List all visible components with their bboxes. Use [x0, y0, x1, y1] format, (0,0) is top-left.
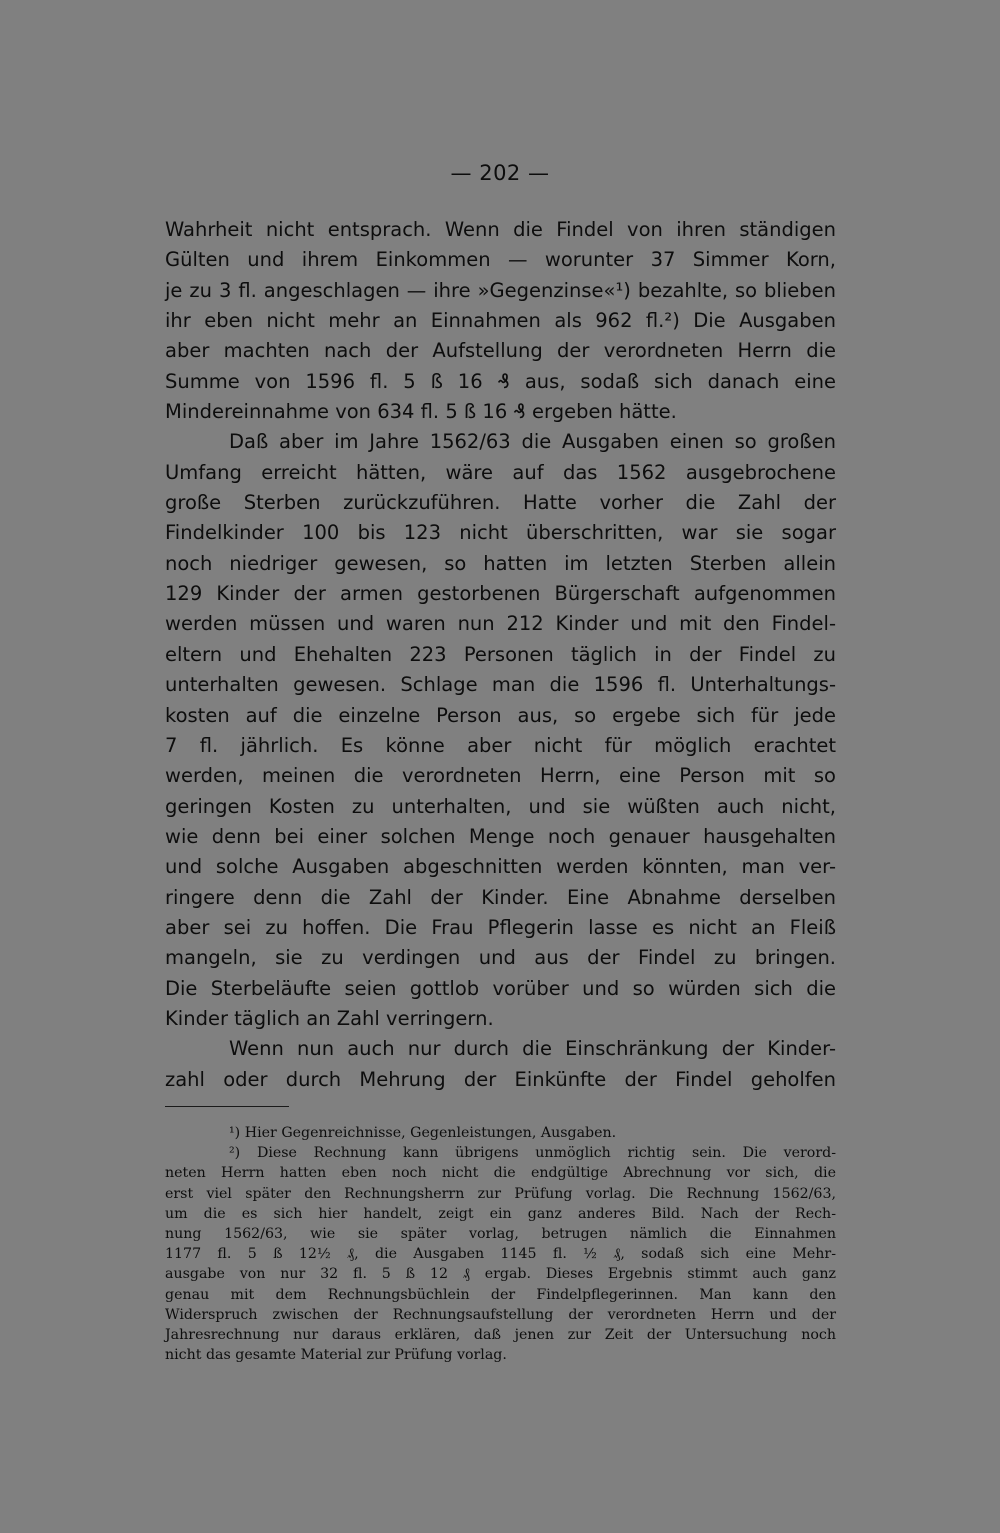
body-text	[165, 215, 836, 1095]
text-line: Gülten und ihrem Einkommen — worunter 37 Simmer Korn,	[165, 248, 836, 272]
text-line: Die Sterbeläufte seien gottlob vorüber und so würden sich die	[165, 976, 836, 1000]
text-line: Findelkinder 100 bis 123 nicht überschritten, war sie sogar	[165, 521, 836, 545]
text-line: mangeln, sie zu verdingen und aus der Findel zu bringen.	[165, 946, 836, 970]
footnotes	[165, 1123, 836, 1365]
text-line: kosten auf die einzelne Person aus, so ergebe sich für jede	[165, 703, 836, 727]
footnote-line: erst viel später den Rechnungsherrn zur Prüfung vorlag. Die Rechnung 1562/63,	[165, 1185, 836, 1202]
text-line: Kinder täglich an Zahl verringern.	[165, 1006, 494, 1030]
text-line: zahl oder durch Mehrung der Einkünfte der Findel geholfen	[165, 1067, 836, 1091]
text-line: und solche Ausgaben abgeschnitten werden könnten, man ver-	[165, 855, 836, 879]
footnote-line: um die es sich hier handelt, zeigt ein ganz anderes Bild. Nach der Rech-	[165, 1205, 836, 1222]
text-line: aber machten nach der Aufstellung der verordneten Herrn die	[165, 339, 836, 363]
text-line: große Sterben zurückzuführen. Hatte vorher die Zahl der	[165, 491, 836, 515]
text-line: 7 fl. jährlich. Es könne aber nicht für möglich erachtet	[165, 733, 836, 757]
text-line: werden müssen und waren nun 212 Kinder und mit den Findel-	[165, 612, 836, 636]
text-line: Umfang erreicht hätten, wäre auf das 1562 ausgebrochene	[165, 460, 836, 484]
text-line: werden, meinen die verordneten Herrn, eine Person mit so	[165, 764, 836, 788]
text-line: 129 Kinder der armen gestorbenen Bürgerschaft aufgenommen	[165, 582, 836, 606]
footnote-line: Widerspruch zwischen der Rechnungsaufstellung der verordneten Herrn und der	[165, 1306, 836, 1323]
text-line: unterhalten gewesen. Schlage man die 1596 fl. Unterhaltungs-	[165, 673, 836, 697]
footnote-line: Jahresrechnung nur daraus erklären, daß jenen zur Zeit der Untersuchung noch	[165, 1326, 836, 1343]
footnote-line: 1177 fl. 5 ß 12½ ₰, die Ausgaben 1145 fl. ½ ₰, sodaß sich eine Mehr-	[165, 1246, 836, 1263]
text-line: Daß aber im Jahre 1562/63 die Ausgaben einen so großen	[229, 430, 836, 454]
text-line: geringen Kosten zu unterhalten, und sie wüßten auch nicht,	[165, 794, 836, 818]
text-line: je zu 3 fl. angeschlagen — ihre »Gegenzinse«¹) bezahlte, so blieben	[165, 278, 836, 302]
text-line: Wenn nun auch nur durch die Einschränkung der Kinder-	[229, 1037, 836, 1061]
text-line: noch niedriger gewesen, so hatten im letzten Sterben allein	[165, 551, 836, 575]
text-line: Mindereinnahme von 634 fl. 5 ß 16 ₰ ergeben hätte.	[165, 400, 677, 424]
text-line: eltern und Ehehalten 223 Personen täglich in der Findel zu	[165, 642, 836, 666]
footnote-line: neten Herrn hatten eben noch nicht die endgültige Abrechnung vor sich, die	[165, 1165, 836, 1182]
footnote-line: ¹) Hier Gegenreichnisse, Gegenleistungen, Ausgaben.	[229, 1125, 617, 1141]
text-line: Summe von 1596 fl. 5 ß 16 ₰ aus, sodaß sich danach eine	[165, 369, 836, 393]
footnote-line: genau mit dem Rechnungsbüchlein der Findelpflegerinnen. Man kann den	[165, 1286, 836, 1303]
text-line: Wahrheit nicht entsprach. Wenn die Findel von ihren ständigen	[165, 218, 836, 241]
footnote-line: nung 1562/63, wie sie später vorlag, betrugen nämlich die Einnahmen	[165, 1225, 836, 1242]
footnote-line: ²) Diese Rechnung kann übrigens unmöglich richtig sein. Die verord-	[229, 1145, 836, 1162]
text-line: wie denn bei einer solchen Menge noch genauer hausgehalten	[165, 824, 836, 848]
text-line: ringere denn die Zahl der Kinder. Eine Abnahme derselben	[165, 885, 836, 909]
footnote-divider	[165, 1106, 289, 1107]
text-line: aber sei zu hoffen. Die Frau Pflegerin lasse es nicht an Fleiß	[165, 915, 836, 939]
page-number: — 202 —	[450, 161, 550, 185]
footnote-line: ausgabe von nur 32 fl. 5 ß 12 ₰ ergab. Dieses Ergebnis stimmt auch ganz	[165, 1266, 836, 1283]
text-line: ihr eben nicht mehr an Einnahmen als 962 fl.²) Die Ausgaben	[165, 309, 836, 333]
footnote-line: nicht das gesamte Material zur Prüfung vorlag.	[165, 1347, 507, 1364]
